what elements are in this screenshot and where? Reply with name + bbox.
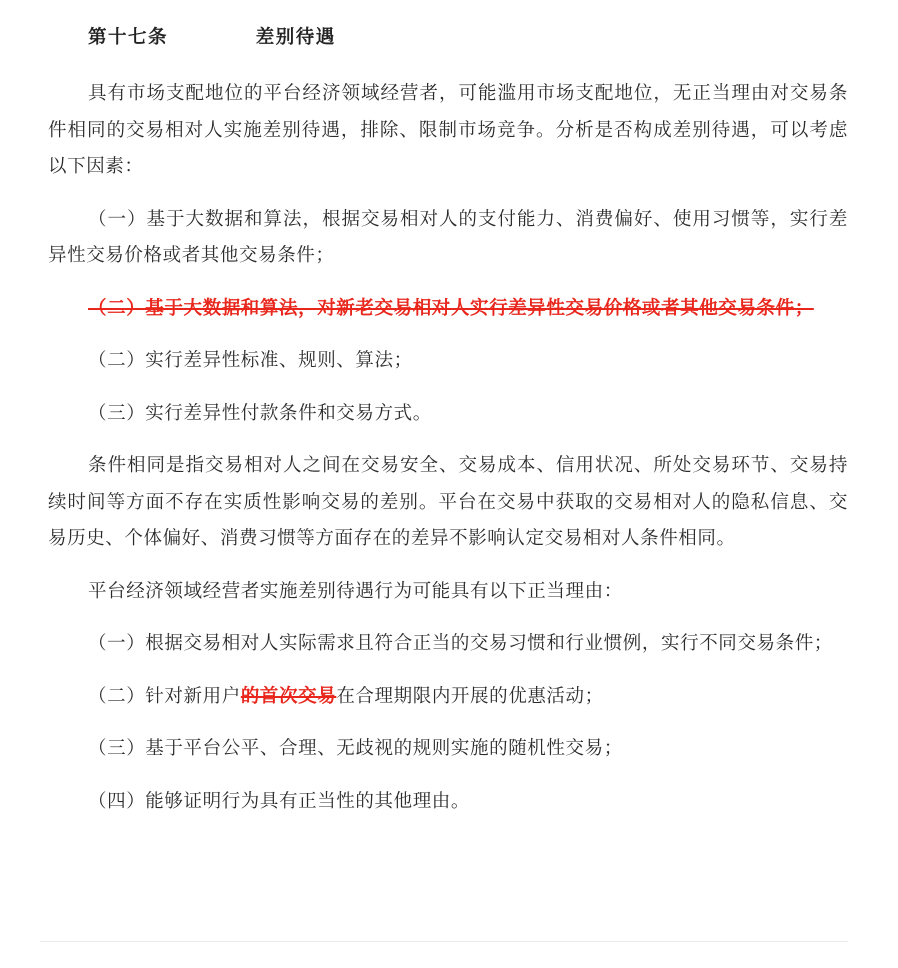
bottom-divider — [40, 941, 848, 942]
deleted-text-inline: 的首次交易 — [240, 685, 337, 707]
justification-item-3: （三）基于平台公平、合理、无歧视的规则实施的随机性交易； — [88, 738, 623, 759]
factor-item-2: （二）实行差异性标准、规则、算法； — [88, 350, 413, 371]
deleted-text: （二）基于大数据和算法，对新老交易相对人实行差异性交易价格或者其他交易条件； — [88, 297, 814, 319]
justification-intro: 平台经济领域经营者实施差别待遇行为可能具有以下正当理由： — [88, 580, 623, 602]
definition-paragraph: 条件相同是指交易相对人之间在交易安全、交易成本、信用状况、所处交易环节、交易持续时间等方面不存在实质性影响交易的差别。平台在交易中获取的交易相对人的隐私信息、交易历史、个体偏好、消费习惯等方面存在的差异不影响认定交易相对人条件相同。 — [48, 455, 848, 549]
factor-item-deleted — [48, 291, 848, 328]
factor-item-3: （三）实行差异性付款条件和交易方式。 — [88, 402, 432, 424]
justification-2-prefix: （二）针对新用户 — [88, 685, 241, 707]
factor-item-1: （一）基于大数据和算法，根据交易相对人的支付能力、消费偏好、使用习惯等，实行差异性交易价格或者其他交易条件； — [48, 208, 848, 266]
justification-item-1: （一）根据交易相对人实际需求且符合正当的交易习惯和行业惯例，实行不同交易条件； — [88, 633, 833, 654]
justification-2-suffix: 在合理期限内开展的优惠活动； — [336, 685, 604, 707]
article-title: 第十七条 差别待遇 — [88, 27, 336, 48]
document-body — [48, 0, 848, 820]
intro-paragraph: 具有市场支配地位的平台经济领域经营者，可能滥用市场支配地位，无正当理由对交易条件相同的交易相对人实施差别待遇，排除、限制市场竞争。分析是否构成差别待遇，可以考虑以下因素： — [48, 83, 848, 177]
justification-item-4: （四）能够证明行为具有正当性的其他理由。 — [88, 790, 471, 812]
justification-item-2 — [48, 679, 848, 716]
